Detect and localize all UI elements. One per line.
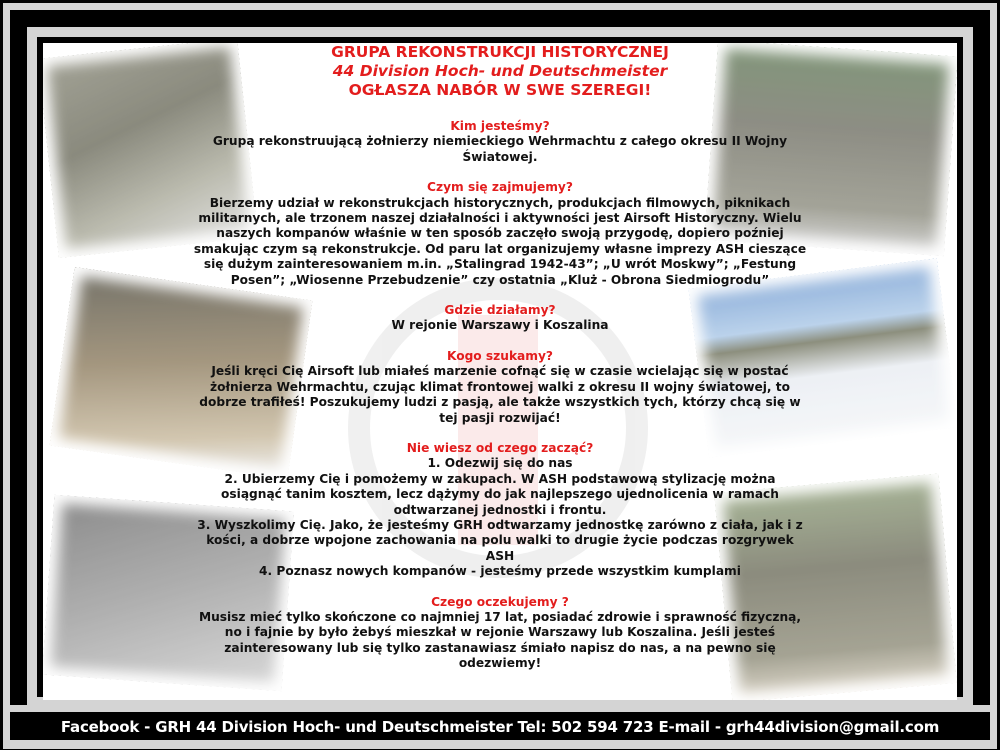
title-line-1: GRUPA REKONSTRUKCJI HISTORYCZNEJ (331, 43, 669, 61)
title-line-3: OGŁASZA NABÓR W SWE SZEREGI! (348, 81, 652, 99)
section-body: Grupą rekonstruującą żołnierzy niemieckiego Wehrmachtu z całego okresu II Wojny Światowej. (212, 134, 788, 164)
section-body: Jeśli kręci Cię Airsoft lub miałeś marzenie cofnąć się w czasie wcielając się w postać żołnierza Wehrmachtu, czując klimat frontowej walki z okresu II wojny światowej, to dobrze trafiłeś! Poszukujemy ludzi z pasją, ale także wszystkich tych, którzy chcą się w tej pasji rozwijać! (199, 364, 801, 425)
poster (43, 43, 957, 700)
section-heading: Kogo szukamy? (446, 348, 553, 363)
divider (3, 705, 997, 712)
list-item: 1. Odezwij się do nas (427, 456, 573, 471)
contact-footer: Facebook - GRH 44 Division Hoch- und Deutschmeister Tel: 502 594 723 E-mail - grh44division@gmail.com (60, 718, 940, 736)
poster-text (193, 43, 807, 672)
section-body: Bierzemy udział w rekonstrukcjach historycznych, produkcjach filmowych, piknikach militarnych, ale trzonem naszej działalności i aktywności jest Airsoft Historyczny. Wielu naszych kompanów właśnie w ten sposób zaczęło swoją przygodę, dopiero poźniej smakując czym są rekonstrukcje. Od paru lat organizujemy własne imprezy ASH cieszące się dużym zainteresowaniem m.in. „Stalingrad 1942-43”; „U wrót Moskwy”; „Festung Posen”; „Wiosenne Przebudzenie” czy ostatnia „Kluż - Obrona Siedmiogrodu” (193, 195, 807, 287)
title-line-2: 44 Division Hoch- und Deutschmeister (332, 62, 668, 80)
divider (3, 742, 997, 749)
section-heading: Nie wiesz od czego zacząć? (406, 440, 594, 455)
section-heading: Czym się zajmujemy? (427, 180, 573, 195)
section-body: W rejonie Warszawy i Koszalina (391, 318, 609, 333)
list-item: 3. Wyszkolimy Cię. Jako, że jesteśmy GRH odtwarzamy jednostkę zarówno z ciała, jak i z kości, a dobrze wpojone zachowania na polu walki to drugie życie podczas rozgrywek ASH (197, 517, 803, 563)
list-item: 4. Poznasz nowych kompanów - jesteśmy przede wszystkim kumplami (259, 564, 741, 579)
section-heading: Gdzie działamy? (444, 303, 556, 318)
list-item: 2. Ubierzemy Cię i pomożemy w zakupach. W ASH podstawową stylizację można osiągnąć tanim kosztem, lecz dążymy do jak najlepszego ujednolicenia w ramach odtwarzanej jednostki i frontu. (221, 471, 779, 517)
section-heading: Czego oczekujemy ? (431, 594, 569, 609)
section-heading: Kim jesteśmy? (450, 119, 550, 133)
section-body: Musisz mieć tylko skończone co najmniej 17 lat, posiadać zdrowie i sprawność fizyczną, no i fajnie by było żebyś mieszkał w rejonie Warszawy lub Koszalina. Jeśli jesteś zainteresowany lub się tylko zastanawiasz śmiało napisz do nas, a na pewno się odezwiemy! (198, 609, 802, 671)
